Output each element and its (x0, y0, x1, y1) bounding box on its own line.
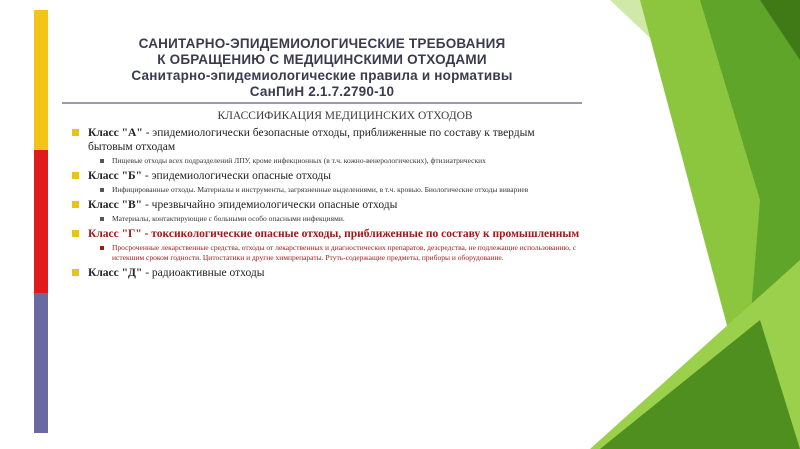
bullet-icon (72, 201, 79, 208)
classification-content (70, 110, 580, 280)
class-v-label: Класс "В" (88, 199, 143, 211)
bullet-icon (72, 129, 79, 136)
class-v-text: - чрезвычайно эпидемиологически опасные отходы (142, 199, 398, 211)
class-g-item (70, 227, 580, 241)
green-shape-corner (760, 0, 800, 60)
title-line-3: Санитарно-эпидемиологические правила и нормативы (131, 68, 513, 83)
green-shape-pale (610, 0, 800, 180)
class-a-detail (70, 156, 580, 166)
class-g-label: Класс "Г" (88, 228, 142, 240)
green-shape-mid (640, 0, 800, 449)
bullet-icon (72, 269, 79, 276)
class-d-label: Класс "Д" (88, 267, 143, 279)
title-line-2: К ОБРАЩЕНИЮ С МЕДИЦИНСКИМИ ОТХОДАМИ (157, 52, 487, 67)
class-b-label: Класс "Б" (88, 170, 142, 182)
title-line-1: САНИТАРНО-ЭПИДЕМИОЛОГИЧЕСКИЕ ТРЕБОВАНИЯ (138, 36, 506, 51)
sub-bullet-icon (100, 188, 104, 192)
title-divider (62, 102, 582, 104)
classification-heading: КЛАССИФИКАЦИЯ МЕДИЦИНСКИХ ОТХОДОВ (217, 110, 473, 122)
class-a-label: Класс "А" (88, 127, 143, 139)
sub-bullet-icon (100, 159, 104, 163)
class-v-item (70, 198, 580, 212)
color-bar-purple (34, 293, 48, 433)
class-d-text: - радиоактивные отходы (142, 267, 265, 279)
class-v-detail (70, 214, 580, 224)
class-d-item (70, 266, 580, 280)
green-shape-bottom-dark (600, 320, 800, 449)
left-margin (0, 0, 34, 449)
class-a-item (70, 126, 580, 154)
sub-bullet-icon (100, 217, 104, 221)
class-g-detail-text: Просроченные лекарственные средства, отходы от лекарственных и диагностических препаратов, дезсредства, не подлежащие использованию, с истекшим сроком годности. Цитостатики и другие химпрепараты. Ртуть-содержащие предметы, приборы и оборудование. (112, 243, 577, 262)
class-a-detail-text: Пищевые отходы всех подразделений ЛПУ, кроме инфекционных (в т.ч. кожно-венерологических), фтизиатрических (112, 156, 486, 165)
class-b-detail (70, 185, 580, 195)
class-v-detail-text: Материалы, контактирующие с больными особо опасными инфекциями. (112, 214, 345, 223)
green-shape-dark (700, 0, 800, 449)
class-g-text: - токсикологические опасные отходы, приближенные по составу к промышленным (141, 228, 580, 240)
class-g-detail (70, 243, 580, 263)
slide-title (62, 36, 582, 100)
class-b-text: - эпидемиологически опасные отходы (142, 170, 331, 182)
title-line-4: СанПиН 2.1.7.2790-10 (249, 84, 395, 99)
color-bar-yellow (34, 10, 48, 150)
class-a-text: - эпидемиологически безопасные отходы, приближенные по составу к твердым бытовым отходам (88, 127, 535, 153)
sub-bullet-icon (100, 246, 104, 250)
bullet-icon (72, 230, 79, 237)
color-bar-red (34, 150, 48, 293)
green-shape-bottom (590, 260, 800, 449)
class-b-detail-text: Инфицированные отходы. Материалы и инструменты, загрязненные выделениями, в т.ч. кровью. Биологические отходы вивариев (112, 185, 529, 194)
bullet-icon (72, 172, 79, 179)
class-b-item (70, 169, 580, 183)
